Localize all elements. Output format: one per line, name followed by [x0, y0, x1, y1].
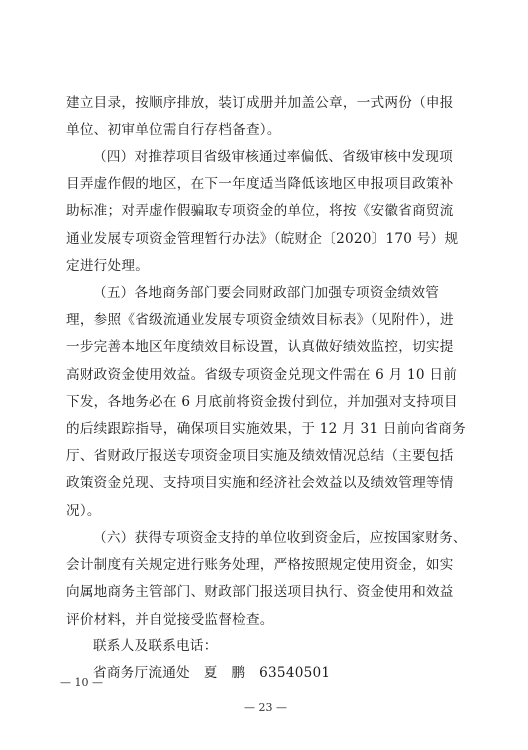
text-line: 高财政资金使用效益。省级专项资金兑现文件需在 6 月 10 日前 [66, 366, 458, 383]
contact-block [66, 633, 462, 687]
text-line: 会计制度有关规定进行账务处理，严格按照规定使用资金，如实 [66, 557, 454, 574]
text-line: 一步完善本地区年度绩效目标设置，认真做好绩效监控，切实提 [66, 339, 454, 356]
text-line: 单位、初审单位需自行存档备查）。 [66, 122, 281, 139]
text-line: （四）对推荐项目省级审核通过率偏低、省级审核中发现项 [93, 149, 453, 165]
paragraph-section-6 [66, 525, 467, 634]
paragraph-intro [66, 90, 462, 144]
paragraph-section-4 [66, 144, 462, 280]
outer-page-number: — 23 — [244, 701, 287, 714]
text-line: 厅、省财政厅报送专项资金项目实施及绩效情况总结（主要包括 [66, 448, 454, 465]
text-line: （六）获得专项资金支持的单位收到资金后，应按国家财务、 [93, 530, 467, 546]
text-line: 定进行处理。 [66, 257, 150, 274]
text-line: 下发，各地务必在 6 月底前将资金拨付到位，并加强对支持项目 [66, 393, 458, 410]
text-line: 建立目录，按顺序排放，装订成册并加盖公章，一式两份（申报 [66, 95, 454, 111]
text-line: 向属地商务主管部门、财政部门报送项目执行、资金使用和效益 [66, 584, 454, 601]
text-line: 助标准；对弄虚作假骗取专项资金的单位，将按《安徽省商贸流 [66, 203, 454, 220]
text-line: 通业发展专项资金管理暂行办法》（皖财企〔2020〕170 号）规 [66, 230, 459, 247]
text-line: 的后续跟踪指导，确保项目实施效果，于 12 月 31 日前向省商务 [66, 421, 466, 438]
text-line: 评价材料，并自觉接受监督检查。 [66, 611, 274, 628]
contact-line: 省商务厅流通处 夏 鹏 63540501 [93, 665, 331, 682]
inner-page-number: — 10 — [60, 676, 103, 689]
text-line: 况）。 [66, 502, 101, 519]
text-line: 目弄虚作假的地区，在下一年度适当降低该地区申报项目政策补 [66, 176, 454, 193]
text-line: （五）各地商务部门要会同财政部门加强专项资金绩效管 [93, 285, 440, 301]
paragraph-section-5 [66, 280, 466, 525]
contact-label: 联系人及联系电话： [93, 638, 218, 654]
text-line: 政策资金兑现、支持项目实施和经济社会效益以及绩效管理等情 [66, 475, 454, 492]
text-line: 理，参照《省级流通业发展专项资金绩效目标表》（见附件），进 [66, 312, 454, 329]
